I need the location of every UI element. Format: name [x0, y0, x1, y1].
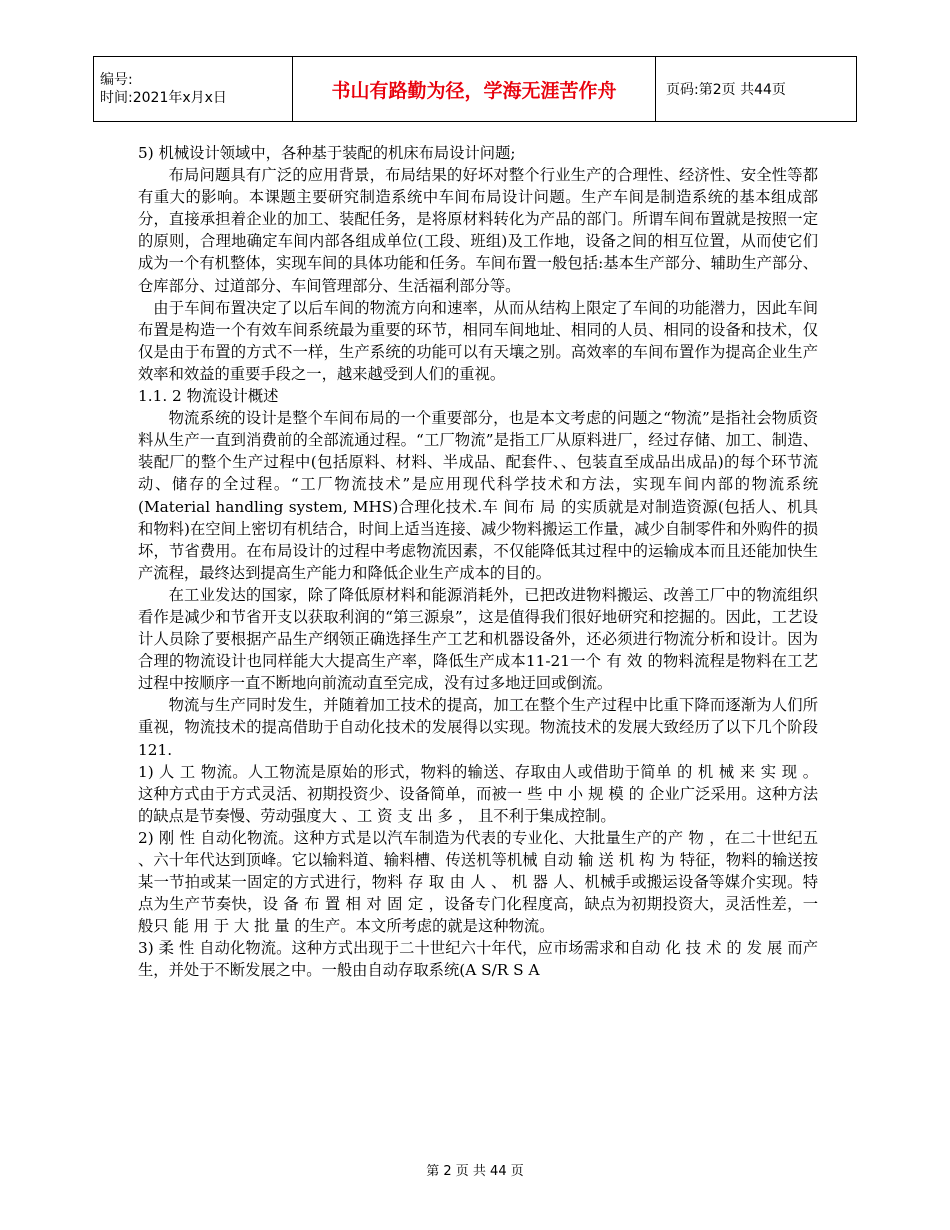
paragraph-manual-logistics: 1) 人 工 物流。人工物流是原始的形式，物料的输送、存取由人或借助于简单 的 机 械 来 实 现 。 这种方式由于方式灵活、初期投资少、设备简单，而被一 些 中 小 规 模 的 企业广泛采用。这种方法的缺点是节奏慢、劳动强度大 、工 资 支 出 多 ， 且不利于集成控制。 — [138, 762, 818, 825]
paragraph-layout-background: 布局问题具有广泛的应用背景，布局结果的好坏对整个行业生产的合理性、经济性、安全性等都有重大的影响。本课题主要研究制造系统中车间布局设计问题。生产车间是制造系统的基本组成部分，直接承担着企业的加工、装配任务，是将原材料转化为产品的部门。所谓车间布置就是按照一定的原则，合理地确定车间内部各组成单位(工段、班组)及工作地，设备之间的相互位置，从而使它们成为一个有机整体，实现车间的具体功能和任务。车间布置一般包括:基本生产部分、辅助生产部分、仓库部分、过道部分、车间管理部分、生活福利部分等。 — [138, 166, 818, 295]
page-footer: 第 2 页 共 44 页 — [426, 1164, 524, 1179]
paragraph-list-item-5: 5) 机械设计领域中，各种基于装配的机床布局设计问题; — [138, 144, 516, 162]
document-body — [138, 142, 818, 982]
paragraph-flexible-automation: 3) 柔 性 自动化物流。这种方式出现于二十世纪六十年代，应市场需求和自动 化 技 术 的 发 展 而产生，并处于不断发展之中。一般由自动存取系统(A S/R S A — [138, 939, 818, 980]
header-time: 时间:2021年x月x日 — [100, 90, 227, 106]
header-page-info: 页码:第2页 共44页 — [656, 57, 857, 122]
header-meta — [94, 57, 293, 122]
paragraph-industrial-countries: 在工业发达的国家，除了降低原材料和能源消耗外，已把改进物料搬运、改善工厂中的物流组织看作是减少和节省开支以获取利润的“第三源泉”，这是值得我们很好地研究和挖掘的。因此，工艺设计人员除了要根据产品生产纲领正确选择生产工艺和机器设备外，还必须进行物流分析和设计。因为合理的物流设计也同样能大大提高生产率，降低生产成本11-21一个 有 效 的物料流程是物料在工艺过程中按顺序一直不断地向前流动直至完成，没有过多地迂回或倒流。 — [138, 585, 818, 693]
header-number: 编号: — [100, 72, 133, 88]
paragraph-logistics-overview: 物流系统的设计是整个车间布局的一个重要部分，也是本文考虑的问题之“物流”是指社会物质资料从生产一直到消费前的全部流通过程。“工厂物流”是指工厂从原料进厂，经过存储、加工、制造、装配厂的整个生产过程中(包括原料、材料、半成品、配套件、、包装直至成品出成品)的每个环节流动、储存的全过程。“工厂物流技术”是应用现代科学技术和方法，实现车间内部的物流系统(Material handling system, MHS)合理化技术.车 间布 局 的实质就是对制造资源(包括人、机具和物料)在空间上密切有机结合，时间上适当连接、减少物料搬运工作量，减少自制零件和外购件的损坏，节省费用。在布局设计的过程中考虑物流因素，不仅能降低其过程中的运输成本而且还能加快生产流程，最终达到提高生产能力和降低企业生产成本的目的。 — [138, 409, 818, 582]
page-header — [93, 56, 857, 122]
section-heading: 1.1. 2 物流设计概述 — [138, 387, 279, 406]
paragraph-rigid-automation: 2) 刚 性 自动化物流。这种方式是以汽车制造为代表的专业化、大批量生产的产 物 ，在二十世纪五 、六十年代达到顶峰。它以输料道、输料槽、传送机等机械 自动 输 送 机 构 为 特征，物料的输送按某一节拍或某一固定的方式进行，物料 存 取 由 人 、 机 器 人、机械手或搬运设备等媒介实现。特点为生产节奏快，设 备 布 置 相 对 固 定 ，设备专门化程度高，缺点为初期投资大，灵活性差，一般只 能 用 于 大 批 量 的生产。本文所考虑的就是这种物流。 — [138, 828, 818, 936]
paragraph-workshop-layout: 由于车间布置决定了以后车间的物流方向和速率，从而从结构上限定了车间的功能潜力，因此车间布置是构造一个有效车间系统最为重要的环节，相同车间地址、相同的人员、相同的设备和技术，仅仅是由于布置的方式不一样，生产系统的功能可以有天壤之别。高效率的车间布置作为提高企业生产效率和效益的重要手段之一，越来越受到人们的重视。 — [138, 298, 818, 383]
header-motto: 书山有路勤为径，学海无涯苦作舟 — [293, 57, 656, 122]
paragraph-logistics-development: 物流与生产同时发生，并随着加工技术的提高，加工在整个生产过程中比重下降而逐渐为人们所重视，物流技术的提高借助于自动化技术的发展得以实现。物流技术的发展大致经历了以下几个阶段121. — [138, 696, 818, 759]
